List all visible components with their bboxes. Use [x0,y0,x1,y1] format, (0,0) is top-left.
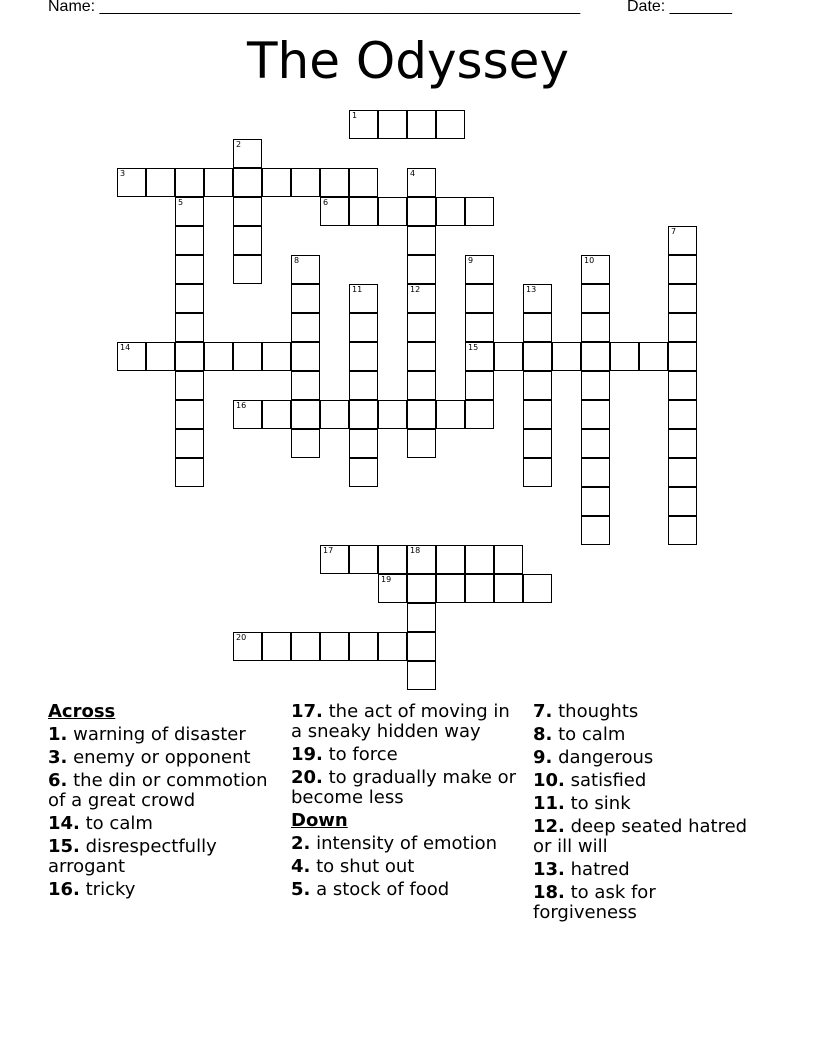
grid-cell[interactable] [436,574,465,603]
grid-cell[interactable] [523,342,552,371]
grid-cell[interactable] [175,226,204,255]
clue-item [291,880,523,900]
grid-cell[interactable] [523,400,552,429]
grid-cell[interactable] [291,371,320,400]
clue-number-label: 8 [294,256,300,265]
clue-text: to ask for forgiveness [533,882,656,923]
grid-cell[interactable] [320,197,349,226]
grid-cell[interactable] [320,400,349,429]
grid-cell[interactable] [407,371,436,400]
clue-text: to force [328,744,398,765]
grid-cell[interactable] [349,110,378,139]
clue-number: 3. [48,747,68,768]
grid-cell[interactable] [407,168,436,197]
clue-number: 14. [48,813,80,834]
grid-cell[interactable] [407,545,436,574]
grid-cell[interactable] [581,284,610,313]
grid-cell[interactable] [378,110,407,139]
clue-number: 11. [533,793,565,814]
clue-number: 15. [48,836,80,857]
clue-number-label: 1 [352,111,358,120]
clue-number: 9. [533,747,553,768]
grid-cell[interactable] [349,632,378,661]
grid-cell[interactable] [436,197,465,226]
grid-cell[interactable] [117,168,146,197]
clue-item [291,857,523,877]
grid-cell[interactable] [407,313,436,342]
grid-cell[interactable] [233,342,262,371]
clue-number: 5. [291,879,311,900]
grid-cell[interactable] [436,400,465,429]
clue-item [533,725,765,745]
clue-number: 10. [533,770,565,791]
grid-cell[interactable] [581,313,610,342]
grid-cell[interactable] [175,371,204,400]
grid-cell[interactable] [465,284,494,313]
grid-cell[interactable] [262,400,291,429]
grid-cell[interactable] [668,487,697,516]
clue-text: to calm [85,813,153,834]
grid-cell[interactable] [581,255,610,284]
grid-cell[interactable] [175,342,204,371]
grid-cell[interactable] [523,371,552,400]
clue-number-label: 10 [584,256,595,265]
clue-item [291,702,523,742]
clue-number-label: 4 [410,169,416,178]
clue-text: enemy or opponent [73,747,251,768]
grid-cell[interactable] [233,197,262,226]
grid-cell[interactable] [465,255,494,284]
grid-cell[interactable] [378,545,407,574]
clue-number-label: 11 [352,285,363,294]
grid-cell[interactable] [378,574,407,603]
grid-cell[interactable] [175,197,204,226]
grid-cell[interactable] [581,371,610,400]
grid-cell[interactable] [523,574,552,603]
grid-cell[interactable] [668,342,697,371]
grid-cell[interactable] [436,110,465,139]
clue-number: 12. [533,816,565,837]
clue-item [48,880,280,900]
grid-cell[interactable] [117,342,146,371]
grid-cell[interactable] [349,168,378,197]
grid-cell[interactable] [465,400,494,429]
clue-number-label: 7 [671,227,677,236]
grid-cell[interactable] [407,255,436,284]
grid-cell[interactable] [291,342,320,371]
grid-cell[interactable] [668,255,697,284]
grid-cell[interactable] [581,458,610,487]
grid-cell[interactable] [407,226,436,255]
grid-cell[interactable] [581,487,610,516]
grid-cell[interactable] [494,342,523,371]
clue-number: 6. [48,770,68,791]
grid-cell[interactable] [407,632,436,661]
clue-number-label: 16 [236,401,247,410]
grid-cell[interactable] [494,545,523,574]
grid-cell[interactable] [465,197,494,226]
grid-cell[interactable] [523,284,552,313]
grid-cell[interactable] [175,255,204,284]
grid-cell[interactable] [320,168,349,197]
clue-number-label: 17 [323,546,334,555]
grid-cell[interactable] [146,168,175,197]
clue-text: satisfied [570,770,647,791]
grid-cell[interactable] [465,342,494,371]
clue-column-3 [533,702,765,926]
clue-number: 13. [533,859,565,880]
grid-cell[interactable] [436,545,465,574]
clue-text: to calm [558,724,626,745]
clue-number: 1. [48,724,68,745]
grid-cell[interactable] [320,632,349,661]
clue-section-heading: Across [48,701,116,722]
grid-cell[interactable] [349,342,378,371]
grid-cell[interactable] [175,458,204,487]
clue-item [533,748,765,768]
grid-cell[interactable] [233,139,262,168]
grid-cell[interactable] [407,603,436,632]
grid-cell[interactable] [291,429,320,458]
clue-number-label: 5 [178,198,184,207]
grid-cell[interactable] [291,168,320,197]
clue-item [48,725,280,745]
grid-cell[interactable] [175,284,204,313]
clue-number-label: 18 [410,546,421,555]
grid-cell[interactable] [349,313,378,342]
clue-item [533,771,765,791]
grid-cell[interactable] [668,371,697,400]
clue-item [291,768,523,808]
clue-number: 17. [291,701,323,722]
clue-number-label: 3 [120,169,126,178]
clue-item [533,883,765,923]
clue-number-label: 15 [468,343,479,352]
grid-cell[interactable] [407,284,436,313]
grid-cell[interactable] [407,197,436,226]
clue-text: tricky [85,879,136,900]
grid-cell[interactable] [581,516,610,545]
clue-item [291,834,523,854]
grid-cell[interactable] [291,255,320,284]
clue-item [48,814,280,834]
grid-cell[interactable] [175,168,204,197]
grid-cell[interactable] [552,342,581,371]
grid-cell[interactable] [233,400,262,429]
grid-cell[interactable] [204,342,233,371]
grid-cell[interactable] [320,545,349,574]
grid-cell[interactable] [610,342,639,371]
grid-cell[interactable] [175,429,204,458]
grid-cell[interactable] [465,313,494,342]
grid-cell[interactable] [233,632,262,661]
clue-item [533,794,765,814]
grid-cell[interactable] [407,342,436,371]
clue-number-label: 12 [410,285,421,294]
grid-cell[interactable] [378,632,407,661]
clue-text: warning of disaster [73,724,246,745]
grid-cell[interactable] [523,458,552,487]
grid-cell[interactable] [581,342,610,371]
grid-cell[interactable] [378,197,407,226]
clue-text: disrespectfully arrogant [48,836,217,877]
clue-number: 4. [291,856,311,877]
grid-cell[interactable] [407,574,436,603]
grid-cell[interactable] [175,400,204,429]
grid-cell[interactable] [291,284,320,313]
clue-text: hatred [570,859,630,880]
clue-number-label: 19 [381,575,392,584]
grid-cell[interactable] [668,516,697,545]
grid-cell[interactable] [204,168,233,197]
clue-text: to shut out [316,856,415,877]
grid-cell[interactable] [349,197,378,226]
grid-cell[interactable] [407,110,436,139]
grid-cell[interactable] [523,313,552,342]
grid-cell[interactable] [349,284,378,313]
clue-item [48,748,280,768]
clue-text: to sink [570,793,631,814]
grid-cell[interactable] [407,661,436,690]
clue-number: 20. [291,767,323,788]
clue-number: 7. [533,701,553,722]
clue-item [533,860,765,880]
clue-text: thoughts [558,701,639,722]
clue-number-label: 6 [323,198,329,207]
grid-cell[interactable] [349,400,378,429]
grid-cell[interactable] [407,400,436,429]
grid-cell[interactable] [668,226,697,255]
grid-cell[interactable] [465,371,494,400]
grid-cell[interactable] [146,342,175,371]
clue-text: intensity of emotion [316,833,498,854]
clue-number-label: 9 [468,256,474,265]
clue-item [48,837,280,877]
grid-cell[interactable] [349,371,378,400]
clue-column-1 [48,702,280,903]
clue-number-label: 20 [236,633,247,642]
grid-cell[interactable] [233,255,262,284]
clue-number: 16. [48,879,80,900]
grid-cell[interactable] [378,400,407,429]
grid-cell[interactable] [175,313,204,342]
grid-cell[interactable] [465,574,494,603]
grid-cell[interactable] [349,429,378,458]
grid-cell[interactable] [465,545,494,574]
grid-cell[interactable] [349,458,378,487]
grid-cell[interactable] [233,168,262,197]
grid-cell[interactable] [349,545,378,574]
grid-cell[interactable] [668,284,697,313]
clue-section-heading: Down [291,810,348,831]
clue-text: deep seated hatred or ill will [533,816,748,857]
grid-cell[interactable] [639,342,668,371]
grid-cell[interactable] [291,313,320,342]
puzzle-title: The Odyssey [246,32,570,90]
grid-cell[interactable] [668,458,697,487]
grid-cell[interactable] [523,429,552,458]
clue-text: to gradually make or become less [291,767,517,808]
grid-cell[interactable] [407,429,436,458]
grid-cell[interactable] [668,429,697,458]
clue-number: 2. [291,833,311,854]
date-field-line: Date: _______ [627,0,732,15]
grid-cell[interactable] [262,168,291,197]
clue-text: the din or commotion of a great crowd [48,770,268,811]
clue-item [533,817,765,857]
clue-number: 18. [533,882,565,903]
clue-text: dangerous [558,747,654,768]
grid-cell[interactable] [494,574,523,603]
grid-cell[interactable] [291,400,320,429]
grid-cell[interactable] [291,632,320,661]
grid-cell[interactable] [233,226,262,255]
grid-cell[interactable] [262,632,291,661]
name-field-line: Name: ______________________________________________________ [48,0,581,15]
grid-cell[interactable] [668,400,697,429]
clue-number-label: 2 [236,140,242,149]
clue-text: the act of moving in a sneaky hidden way [291,701,510,742]
grid-cell[interactable] [581,400,610,429]
clue-item [533,702,765,722]
grid-cell[interactable] [668,313,697,342]
grid-cell[interactable] [581,429,610,458]
clue-item [48,771,280,811]
clue-number-label: 14 [120,343,131,352]
grid-cell[interactable] [262,342,291,371]
clue-number: 19. [291,744,323,765]
clue-number-label: 13 [526,285,537,294]
clue-number: 8. [533,724,553,745]
clue-column-2 [291,702,523,903]
clue-item [291,745,523,765]
clue-text: a stock of food [316,879,450,900]
